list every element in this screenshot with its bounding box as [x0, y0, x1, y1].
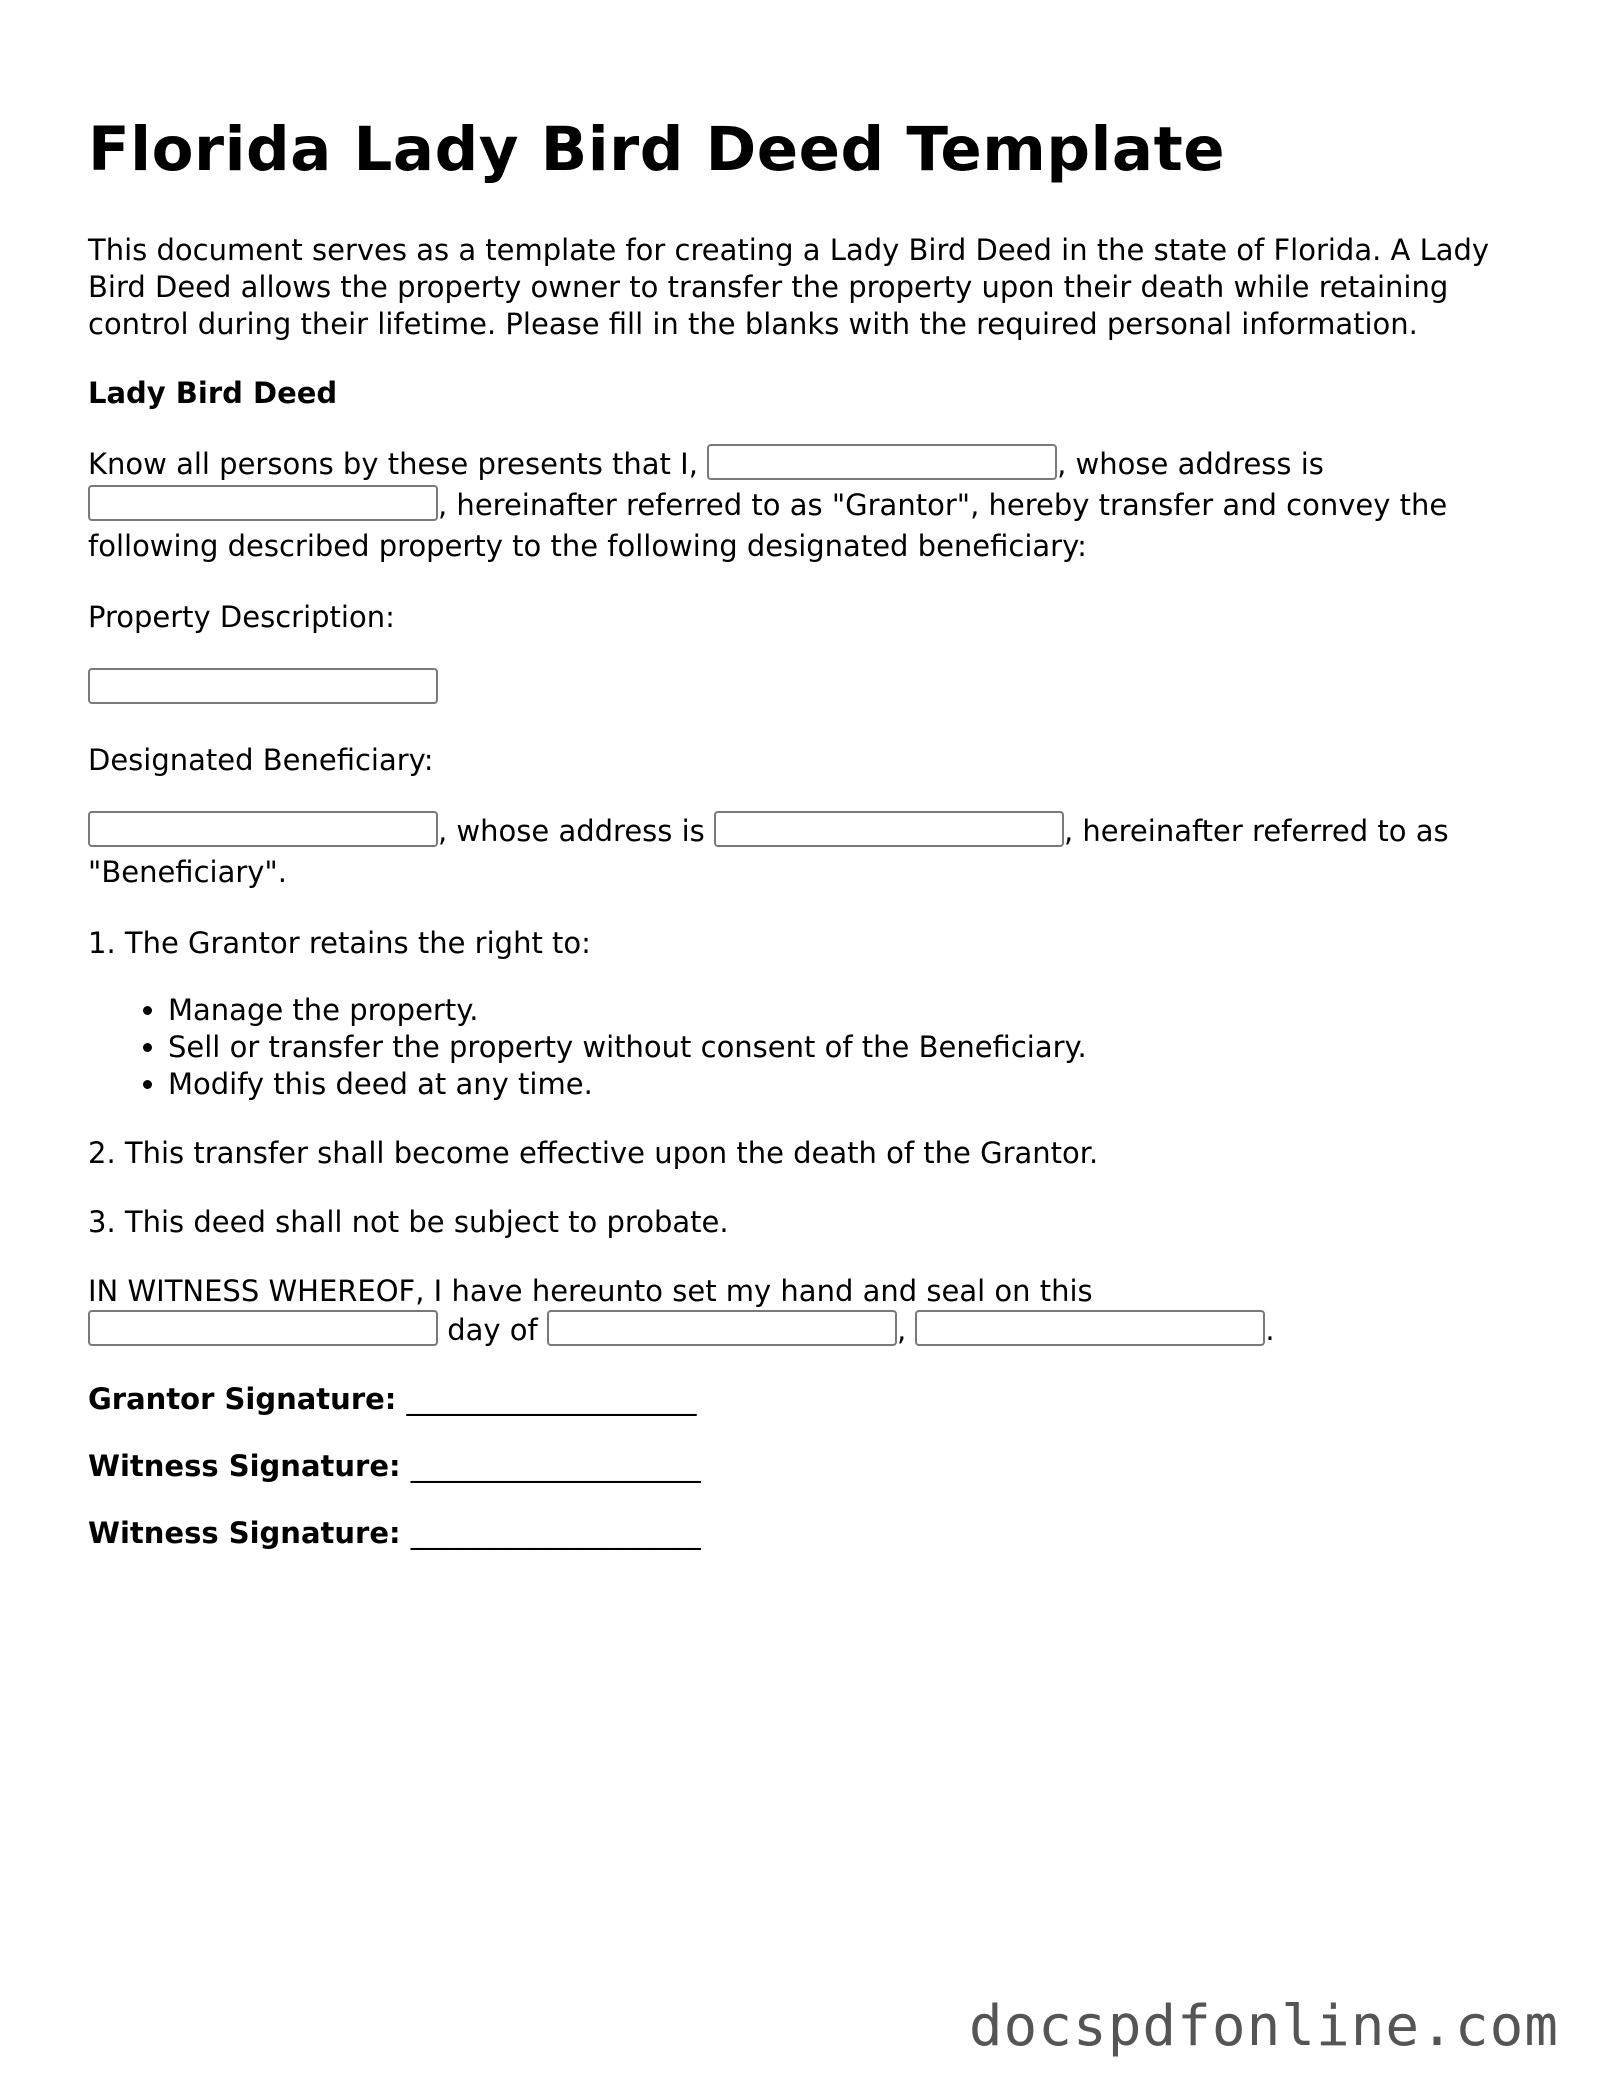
retained-rights-list	[88, 992, 1548, 1103]
witness-signature-1	[88, 1448, 1548, 1485]
beneficiary-clause	[88, 811, 1548, 893]
witness-year-field[interactable]	[915, 1310, 1265, 1346]
clause-2: 2. This transfer shall become effective upon the death of the Grantor.	[88, 1136, 1099, 1170]
list-item: • Modify this deed at any time.	[168, 1066, 1548, 1103]
grantor-clause-part3: , hereinafter referred to as "Grantor", hereby transfer and convey the following described property to the following designated beneficiary:	[88, 488, 1448, 563]
beneficiary-clause-part1: , whose address is	[438, 814, 714, 848]
grantor-clause-part1: Know all persons by these presents that I,	[88, 447, 708, 481]
witness-day-field[interactable]	[88, 1310, 438, 1346]
clause-3: 3. This deed shall not be subject to probate.	[88, 1205, 729, 1239]
grantor-name-field[interactable]	[707, 444, 1057, 480]
witness-month-field[interactable]	[547, 1310, 897, 1346]
witness-signature-2	[88, 1515, 1548, 1552]
grantor-signature-label: Grantor Signature:	[88, 1382, 397, 1416]
grantor-signature-line[interactable]: ____________________	[406, 1382, 697, 1416]
property-description-label: Property Description:	[88, 600, 395, 634]
witness-clause-part3: ,	[896, 1313, 916, 1347]
document-page	[88, 110, 1548, 1582]
grantor-signature	[88, 1381, 1548, 1418]
witness-signature-1-label: Witness Signature:	[88, 1449, 401, 1483]
list-item: • Manage the property.	[168, 992, 1548, 1029]
witness-signature-2-label: Witness Signature:	[88, 1516, 401, 1550]
witness-clause-part4: .	[1265, 1313, 1275, 1347]
witness-signature-2-line[interactable]: ____________________	[410, 1516, 701, 1550]
beneficiary-clause-part2: , hereinafter referred to as "Beneficiary".	[88, 814, 1449, 889]
clause-1: 1. The Grantor retains the right to:	[88, 926, 591, 960]
page-title: Florida Lady Bird Deed Template	[88, 114, 1226, 185]
deed-heading: Lady Bird Deed	[88, 376, 338, 410]
beneficiary-address-field[interactable]	[714, 811, 1064, 847]
watermark: docspdfonline.com	[968, 1994, 1559, 2059]
designated-beneficiary-label: Designated Beneficiary:	[88, 743, 434, 777]
grantor-address-field[interactable]	[88, 485, 438, 521]
property-description-field[interactable]	[88, 668, 438, 704]
witness-signature-1-line[interactable]: ____________________	[410, 1449, 701, 1483]
list-item: • Sell or transfer the property without consent of the Beneficiary.	[168, 1029, 1548, 1066]
beneficiary-name-field[interactable]	[88, 811, 438, 847]
witness-clause	[88, 1273, 1548, 1349]
intro-paragraph: This document serves as a template for creating a Lady Bird Deed in the state of Florida. A Lady Bird Deed allows the property owner to transfer the property upon their death while retaining control during their lifetime. Please fill in the blanks with the required personal information.	[88, 233, 1490, 341]
grantor-clause	[88, 444, 1548, 567]
witness-clause-part2: day of	[438, 1313, 547, 1347]
witness-clause-part1: IN WITNESS WHEREOF, I have hereunto set my hand and seal on this	[88, 1274, 1093, 1308]
grantor-clause-part2: , whose address is	[1057, 447, 1324, 481]
